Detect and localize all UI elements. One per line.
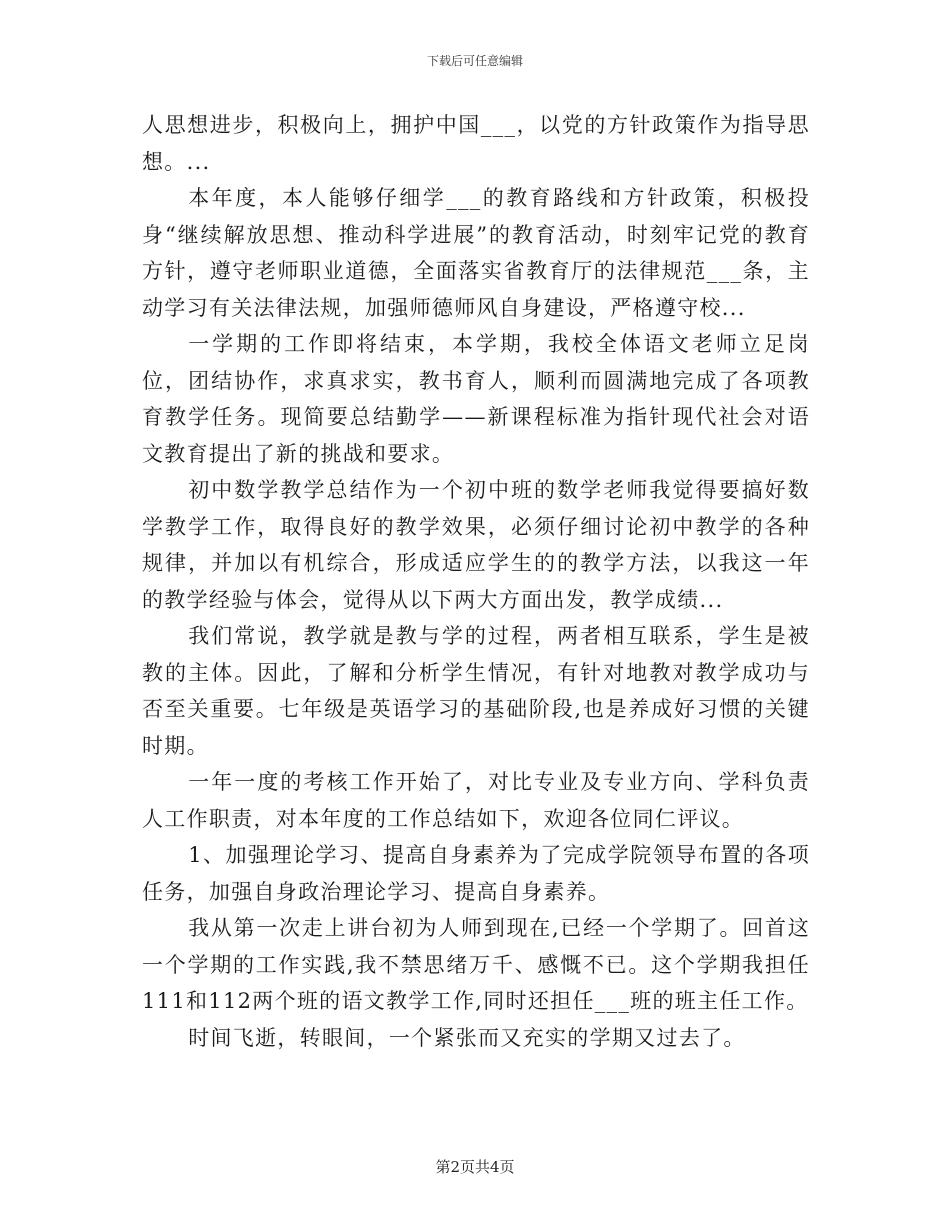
paragraph: 初中数学教学总结作为一个初中班的数学老师我觉得要搞好数学教学工作，取得良好的教学效果，必须仔细讨论初中教学的各种规律，并加以有机综合，形成适应学生的的教学方法，以我这一年的教学经验与体会，觉得从以下两大方面出发，教学成绩...: [142, 478, 810, 612]
page-header: 下载后可任意编辑: [426, 54, 523, 68]
page-number-footer: 第2页共4页: [435, 1158, 515, 1176]
paragraph: 我从第一次走上讲台初为人师到现在,已经一个学期了。回首这一个学期的工作实践,我不禁思绪万千、感慨不已。这个学期我担任111和112两个班的语文教学工作,同时还担任___班的班主任工作。: [142, 916, 810, 1013]
paragraph-continuation: 人思想进步，积极向上，拥护中国___，以党的方针政策作为指导思想。...: [142, 113, 810, 174]
paragraph: 本年度，本人能够仔细学___的教育路线和方针政策，积极投身“继续解放思想、推动科学进展”的教育活动，时刻牢记党的教育方针，遵守老师职业道德，全面落实省教育厅的法律规范___条，主动学习有关法律法规，加强师德师风自身建设，严格遵守校...: [142, 186, 810, 320]
paragraph: 一学期的工作即将结束，本学期，我校全体语文老师立足岗位，团结协作，求真求实，教书育人，顺利而圆满地完成了各项教育教学任务。现简要总结勤学——新课程标准为指针现代社会对语文教育提出了新的挑战和要求。: [142, 332, 810, 466]
document-body: [142, 107, 810, 1056]
paragraph: 1、加强理论学习、提高自身素养为了完成学院领导布置的各项任务，加强自身政治理论学习、提高自身素养。: [142, 843, 810, 904]
paragraph: 时间飞逝，转眼间，一个紧张而又充实的学期又过去了。: [188, 1025, 746, 1050]
paragraph: 一年一度的考核工作开始了，对比专业及专业方向、学科负责人工作职责，对本年度的工作总结如下，欢迎各位同仁评议。: [142, 770, 810, 831]
paragraph: 我们常说，教学就是教与学的过程，两者相互联系，学生是被教的主体。因此，了解和分析学生情况，有针对地教对教学成功与否至关重要。七年级是英语学习的基础阶段,也是养成好习惯的关键时期。: [142, 624, 810, 758]
